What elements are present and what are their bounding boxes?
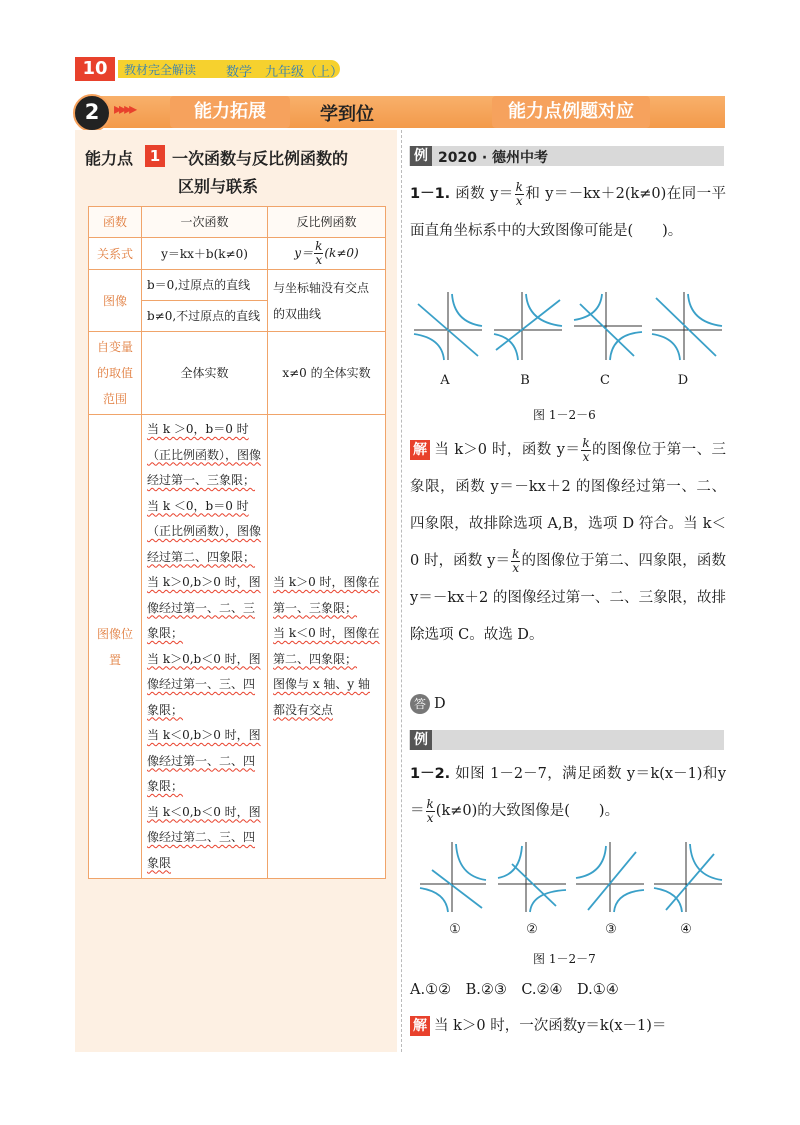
table-header-row — [89, 207, 386, 238]
option-label: ④ — [680, 922, 692, 937]
table-cell — [268, 238, 386, 270]
graph-c — [574, 292, 642, 360]
fraction — [426, 798, 435, 825]
position-item: 当 k＞0,b＞0 时，图像经过第一、二、三象限； — [147, 575, 261, 640]
table-cell: x≠0 的全体实数 — [268, 332, 386, 415]
table-header: 函数 — [89, 207, 142, 238]
banner-right-title: 能力点例题对应 — [492, 96, 650, 128]
table-header: 反比例函数 — [268, 207, 386, 238]
position-item: 当 k＜0,b＞0 时，图像经过第一、二、四象限； — [147, 728, 261, 793]
row-label: 自变量的取值范围 — [89, 332, 142, 415]
graph-d — [652, 292, 722, 360]
question-text: 函数 y＝ — [455, 186, 514, 202]
figure-caption: 图 1－2－7 — [533, 952, 596, 966]
position-item: 图像与 x 轴、y 轴都没有交点 — [273, 677, 370, 717]
fraction-numerator: k — [426, 796, 434, 811]
figure-caption: 图 1－2－6 — [533, 408, 596, 422]
capability-title-line2: 区别与联系 — [178, 177, 259, 196]
fraction — [314, 240, 323, 267]
position-item: 当 k ＞0，b＝0 时（正比例函数），图像经过第一、三象限； — [147, 422, 262, 487]
capability-label: 能力点 — [85, 149, 134, 168]
table-cell: b＝0,过原点的直线 — [142, 270, 268, 301]
formula-suffix: (k≠0) — [324, 246, 359, 260]
table-row — [89, 238, 386, 270]
example-tag: 例 — [410, 146, 432, 166]
fraction-denominator: x — [426, 810, 434, 825]
option-label: ① — [449, 922, 461, 937]
row-label: 图像 — [89, 270, 142, 332]
arrows-icon: ▸▸▸▸ — [114, 99, 135, 118]
position-item: 当 k＞0 时，图像在第一、三象限； — [273, 575, 380, 615]
option-label: ② — [526, 922, 538, 937]
option-label: B — [520, 373, 530, 388]
question-text: (k≠0)的大致图像是( )。 — [435, 803, 620, 819]
example1-solution — [410, 432, 726, 654]
capability-title-line1: 一次函数与反比例函数的 — [172, 149, 349, 168]
solution-text: 的图像位于第一、三象限，函数 y＝－kx＋2 的图像经过第一、二、四象限，故排除选项 A,B，选项 D 符合。当 k＜0 时，函数 y＝ — [410, 442, 727, 569]
option-label: D — [677, 373, 689, 388]
capability-number: 1 — [145, 145, 165, 167]
question-number: 1－2. — [410, 766, 451, 782]
fraction-denominator: x — [512, 560, 520, 575]
section-number: 2 — [73, 94, 111, 132]
comparison-table — [88, 206, 386, 879]
example-tag: 例 — [410, 730, 432, 750]
option-label: A — [440, 373, 450, 388]
fraction-denominator: x — [315, 253, 323, 267]
option-label: C — [600, 373, 610, 388]
position-item: 当 k＞0,b＜0 时，图像经过第一、三、四象限； — [147, 651, 261, 717]
position-item: 当 k＜0,b＜0 时，图像经过第二、三、四象限 — [147, 804, 261, 870]
fraction — [581, 437, 590, 464]
example-bar — [409, 730, 724, 750]
banner-title: 能力拓展 — [170, 96, 290, 128]
position-item: 当 k ＜0，b＝0 时（正比例函数），图像经过第二、四象限； — [147, 498, 262, 564]
row-label: 关系式 — [89, 238, 142, 270]
example2-solution — [410, 1008, 726, 1045]
question-text: 如图 1－2－7，满足函数 y＝k(x－1)和y＝ — [410, 766, 727, 819]
table-row — [89, 415, 386, 879]
question-number: 1－1. — [410, 186, 451, 202]
question-text: 和 y＝－kx＋2(k≠0)在同一平面直角坐标系中的大致图像可能是( )。 — [410, 186, 726, 239]
table-cell: 全体实数 — [142, 332, 268, 415]
fraction-numerator: k — [315, 239, 323, 253]
page-number: 10 — [75, 57, 115, 81]
example1-graphs — [412, 290, 724, 362]
fraction-denominator: x — [582, 449, 590, 464]
graph-b — [494, 292, 562, 360]
row-label: 图像位置 — [89, 415, 142, 879]
table-cell — [142, 415, 268, 879]
graph-a — [414, 292, 482, 360]
fraction-numerator: k — [582, 435, 590, 450]
example2-question — [410, 756, 726, 830]
fraction — [515, 181, 524, 208]
formula-prefix: y＝ — [294, 246, 314, 260]
solution-text: 当 k＞0 时，函数 y＝ — [434, 442, 581, 458]
table-cell: y＝kx＋b(k≠0) — [142, 238, 268, 270]
subject-title: 数学 九年级（上） — [226, 65, 344, 80]
position-item: 当 k＜0 时，图像在第二、四象限； — [273, 626, 380, 666]
fraction-denominator: x — [515, 193, 523, 208]
table-cell: 与坐标轴没有交点的双曲线 — [268, 270, 386, 332]
table-cell: b≠0,不过原点的直线 — [142, 301, 268, 332]
answer-tag: 答 — [410, 694, 430, 714]
table-header: 一次函数 — [142, 207, 268, 238]
answer-text: D — [434, 696, 446, 712]
solution-tag: 解 — [410, 1016, 430, 1036]
graph-2 — [498, 842, 566, 912]
solution-text: 当 k＞0 时，一次函数y＝k(x－1)＝ — [434, 1018, 667, 1034]
example-source: 2020 · 德州中考 — [438, 150, 549, 166]
series-title: 教材完全解读 — [124, 63, 197, 77]
graph-1 — [420, 842, 486, 912]
graph-4 — [654, 842, 722, 912]
table-row — [89, 270, 386, 301]
banner-subtitle: 学到位 — [320, 104, 374, 125]
fraction-numerator: k — [515, 179, 523, 194]
example1-answer — [410, 686, 726, 723]
fraction — [511, 548, 520, 575]
solution-text: 的图像位于第二、四象限，函数 y＝－kx＋2 的图像经过第一、二、三象限，故排除选项 C。故选 D。 — [410, 553, 726, 643]
table-row — [89, 332, 386, 415]
graph-3 — [576, 842, 644, 912]
fraction-numerator: k — [512, 546, 520, 561]
table-cell — [268, 415, 386, 879]
example2-choices: A.①② B.②③ C.②④ D.①④ — [410, 982, 619, 998]
example2-graphs — [418, 840, 724, 914]
solution-tag: 解 — [410, 440, 430, 460]
column-divider — [401, 130, 402, 1052]
option-label: ③ — [605, 922, 617, 937]
example1-question — [410, 176, 726, 250]
